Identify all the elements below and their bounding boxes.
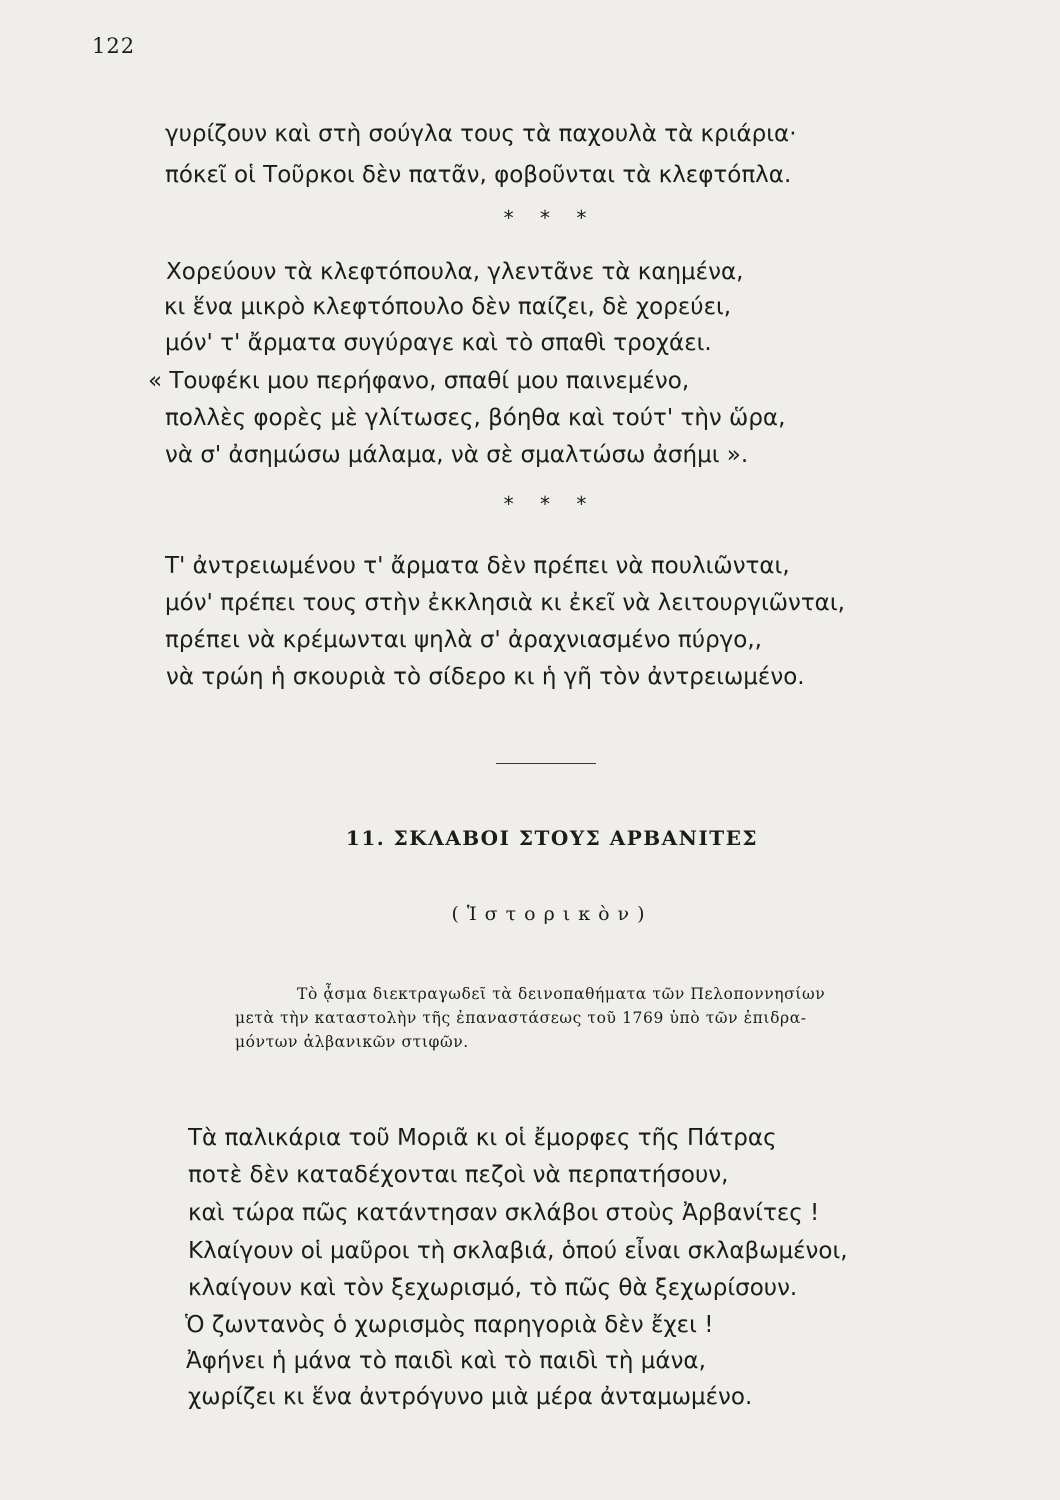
verse-line: Κλαίγουν οἱ μαῦροι τὴ σκλαβιά, ὁπού εἶναι σκλαβωμένοι, <box>188 1238 848 1264</box>
verse-line: νὰ σ' ἀσημώσω μάλαμα, νὰ σὲ σμαλτώσω ἀσήμι ». <box>165 442 749 468</box>
page-number: 122 <box>92 34 136 58</box>
verse-line: ποτὲ δὲν καταδέχονται πεζοὶ νὰ περπατήσουν, <box>188 1162 729 1188</box>
verse-line: πόκεῖ οἱ Τοῦρκοι δὲν πατᾶν, φοβοῦνται τὰ κλεφτόπλα. <box>165 162 792 188</box>
section-subtitle: (Ἱστορικὸν) <box>451 903 653 925</box>
section-title: 11. ΣΚΛΑΒΟΙ ΣΤΟΥΣ ΑΡΒΑΝΙΤΕΣ <box>345 826 759 850</box>
stanza-separator: * * * <box>503 492 597 516</box>
verse-line: πολλὲς φορὲς μὲ γλίτωσες, βόηθα καὶ τούτ' τὴν ὥρα, <box>165 405 786 431</box>
verse-line: Τὰ παλικάρια τοῦ Μοριᾶ κι οἱ ἔμορφες τῆς Πάτρας <box>188 1125 777 1151</box>
verse-line: γυρίζουν καὶ στὴ σούγλα τους τὰ παχουλὰ τὰ κριάρια· <box>165 121 797 147</box>
verse-line: Χορεύουν τὰ κλεφτόπουλα, γλεντᾶνε τὰ καημένα, <box>166 259 744 285</box>
section-divider <box>496 763 596 764</box>
note-line: Τὸ ᾆσμα διεκτραγωδεῖ τὰ δεινοπαθήματα τῶν Πελοποννησίων <box>297 985 826 1003</box>
note-line: μετὰ τὴν καταστολὴν τῆς ἐπαναστάσεως τοῦ 1769 ὑπὸ τῶν ἐπιδρα- <box>235 1009 807 1027</box>
verse-line: πρέπει νὰ κρέμωνται ψηλὰ σ' ἀραχνιασμένο πύργο,, <box>165 627 762 653</box>
verse-line: « Τουφέκι μου περήφανο, σπαθί μου παινεμένο, <box>148 368 690 394</box>
verse-line: μόν' πρέπει τους στὴν ἐκκλησιὰ κι ἐκεῖ νὰ λειτουργιῶνται, <box>165 590 845 616</box>
verse-line: Ὁ ζωντανὸς ὁ χωρισμὸς παρηγοριὰ δὲν ἔχει ! <box>185 1312 714 1338</box>
introductory-note <box>235 982 975 1054</box>
verse-line: νὰ τρώη ἡ σκουριὰ τὸ σίδερο κι ἡ γῆ τὸν ἀντρειωμένο. <box>166 664 805 690</box>
verse-line: μόν' τ' ἄρματα συγύραγε καὶ τὸ σπαθὶ τροχάει. <box>165 330 712 356</box>
note-line: μόντων ἀλβανικῶν στιφῶν. <box>235 1033 469 1051</box>
verse-line: κλαίγουν καὶ τὸν ξεχωρισμό, τὸ πῶς θὰ ξεχωρίσουν. <box>188 1275 798 1301</box>
verse-line: Ἀφήνει ἡ μάνα τὸ παιδὶ καὶ τὸ παιδὶ τὴ μάνα, <box>186 1348 706 1374</box>
verse-line: καὶ τώρα πῶς κατάντησαν σκλάβοι στοὺς Ἀρβανίτες ! <box>188 1200 820 1226</box>
verse-line: κι ἕνα μικρὸ κλεφτόπουλο δὲν παίζει, δὲ χορεύει, <box>164 294 732 320</box>
verse-line: Τ' ἀντρειωμένου τ' ἄρματα δὲν πρέπει νὰ πουλιῶνται, <box>165 553 790 579</box>
stanza-separator: * * * <box>503 206 597 230</box>
verse-line: χωρίζει κι ἕνα ἀντρόγυνο μιὰ μέρα ἀνταμωμένο. <box>188 1384 753 1410</box>
